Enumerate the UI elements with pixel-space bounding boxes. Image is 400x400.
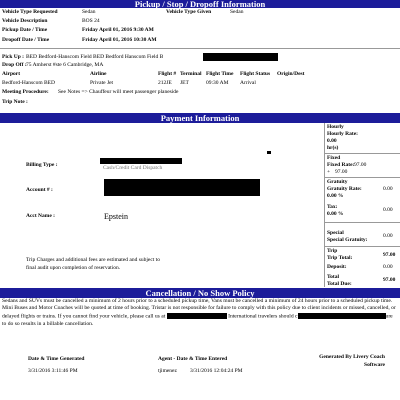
account-name-label: Acct Name : xyxy=(26,213,56,219)
vehicle-description-value: BOS 24 xyxy=(82,18,100,24)
software-credit-line-2: Software xyxy=(364,362,385,368)
trip-total-value: 97.00 xyxy=(383,252,396,258)
summary-divider xyxy=(324,123,325,287)
special-gratuity-label-line: Special xyxy=(327,230,344,236)
section-header-cancellation: Cancellation / No Show Policy xyxy=(0,288,400,298)
meeting-procedure-label: Meeting Procedure: xyxy=(2,89,49,95)
dropoff-location-label: Drop Off : xyxy=(2,62,27,68)
redaction-block xyxy=(100,158,182,164)
tax-amount: 0.00 xyxy=(383,207,393,213)
fixed-rate-value: 97.00 xyxy=(354,162,367,168)
flight-header-terminal: Terminal xyxy=(180,71,202,77)
total-due-label-line: Total xyxy=(327,274,340,280)
divider xyxy=(324,153,400,154)
trip-note-label: Trip Note : xyxy=(2,99,28,105)
flight-airport: Bedford-Hanscom BED xyxy=(2,80,56,86)
billing-type-value: Cash/Credit Card Dispatch xyxy=(103,165,163,171)
estimate-note-line-2: final audit upon completion of reservation. xyxy=(26,265,121,271)
hourly-rate-label-full: Hourly Rate: xyxy=(327,131,359,137)
vehicle-type-requested-label: Vehicle Type Requested xyxy=(2,9,58,15)
estimate-note-line-1: Trip Charges and additional fees are estimated and subject to xyxy=(26,257,160,263)
pickup-location-value: BED Bedford-Hanscom Field BED Bedford Hanscom Field B xyxy=(26,54,164,60)
flight-terminal: JET xyxy=(180,80,189,86)
tax-label: Tax: xyxy=(327,204,338,210)
dropoff-location-value: 75 Amherst #ste 6 Cambridge, MA xyxy=(26,62,104,68)
redaction-block xyxy=(203,53,278,61)
vehicle-type-requested-value: Sedan xyxy=(82,9,96,15)
software-credit-line-1: Generated By Livery Coach xyxy=(319,354,385,360)
fixed-rate-label-line: Fixed xyxy=(327,155,341,161)
divider xyxy=(324,246,400,247)
trip-total-label-line: Trip xyxy=(327,248,338,254)
gratuity-label-line: Gratuity xyxy=(327,179,348,185)
flight-header-flight-status: Flight Status xyxy=(240,71,271,77)
date-time-generated-value: 3/31/2016 3:11:46 PM xyxy=(28,368,78,374)
tax-pct: 0.00 % xyxy=(327,211,344,217)
flight-header-flight-number: Flight # xyxy=(158,71,177,77)
billing-type-label: Billing Type : xyxy=(26,162,58,168)
deposit-value: 0.00 xyxy=(383,264,393,270)
section-header-pickup: Pickup / Stop / Dropoff Information xyxy=(0,0,400,8)
flight-header-origin-dest: Origin/Dest xyxy=(277,71,305,77)
account-number-label: Account # : xyxy=(26,187,53,193)
flight-status: Arrival xyxy=(240,80,256,86)
special-gratuity-label: Special Gratuity: xyxy=(327,237,368,243)
dropoff-datetime-value: Friday April 01, 2016 10:30 AM xyxy=(82,37,157,43)
date-time-generated-label: Date & Time Generated xyxy=(28,356,85,362)
divider xyxy=(324,177,400,178)
flight-time: 09:30 AM xyxy=(206,80,229,86)
cancellation-policy-text: Sedans and SUVs must be cancelled a minimum of 2 hours prior to a scheduled pickup time, Vans must be cancelled a minimum of 24 hours prior to a scheduled pickup time. Mini Buses and Motor Coaches will be quoted at time of booking. Tristar is not responsible for failure to comply with this policy due to client incidents or missed, cancelled, or delayed flights or trains. If you cannot find your vehicle, please call us at International travelers should c ure to do so results in a billable cancellation. xyxy=(2,298,396,327)
deposit-label: Deposit: xyxy=(327,264,347,270)
vehicle-type-given-label: Vehicle Type Given xyxy=(166,9,212,15)
fixed-rate-plus: + xyxy=(327,169,331,175)
gratuity-amount: 0.00 xyxy=(383,186,393,192)
meeting-procedure-value: See Notes => Chauffeur will meet passenger planeside xyxy=(58,89,179,95)
pickup-datetime-label: Pickup Date / Time xyxy=(2,27,48,33)
pickup-location-label: Pick Up : xyxy=(2,54,24,60)
flight-header-airline: Airline xyxy=(90,71,107,77)
gratuity-rate-label: Gratuity Rate: xyxy=(327,186,362,192)
flight-airline: Private Jet xyxy=(90,80,114,86)
section-header-payment: Payment Information xyxy=(0,113,400,123)
fixed-rate-label: Fixed Rate: xyxy=(327,162,355,168)
total-due-value: 97.00 xyxy=(383,277,396,283)
total-due-label: Total Due: xyxy=(327,281,352,287)
flight-header-flight-time: Flight Time xyxy=(206,71,234,77)
gratuity-rate-pct: 0.00 % xyxy=(327,193,344,199)
flight-header-airport: Airport xyxy=(2,71,21,77)
fixed-rate-amount: 97.00 xyxy=(335,169,348,175)
divider xyxy=(0,48,400,49)
agent-entered-value: 3/31/2016 12:04:24 PM xyxy=(190,368,243,374)
trip-total-label: Trip Total: xyxy=(327,255,353,261)
vehicle-type-given-value: Sedan xyxy=(230,9,244,15)
redaction-block xyxy=(104,179,260,196)
flight-number: 212JE xyxy=(158,80,172,86)
vehicle-description-label: Vehicle Description xyxy=(2,18,48,24)
hourly-rate-unit: hr(s) xyxy=(327,145,339,151)
redaction-block xyxy=(267,151,271,154)
hourly-rate-value: 0.00 xyxy=(327,138,337,144)
pickup-datetime-value: Friday April 01, 2016 9:30 AM xyxy=(82,27,154,33)
special-gratuity-amount: 0.00 xyxy=(383,233,393,239)
hourly-rate-label: Hourly xyxy=(327,124,344,130)
divider xyxy=(324,222,400,223)
dropoff-datetime-label: Dropoff Date / Time xyxy=(2,37,50,43)
agent-username: tjimenez xyxy=(158,368,177,374)
account-name-value: Epstein xyxy=(104,212,128,221)
agent-entered-label: Agent - Date & Time Entered xyxy=(158,356,228,362)
